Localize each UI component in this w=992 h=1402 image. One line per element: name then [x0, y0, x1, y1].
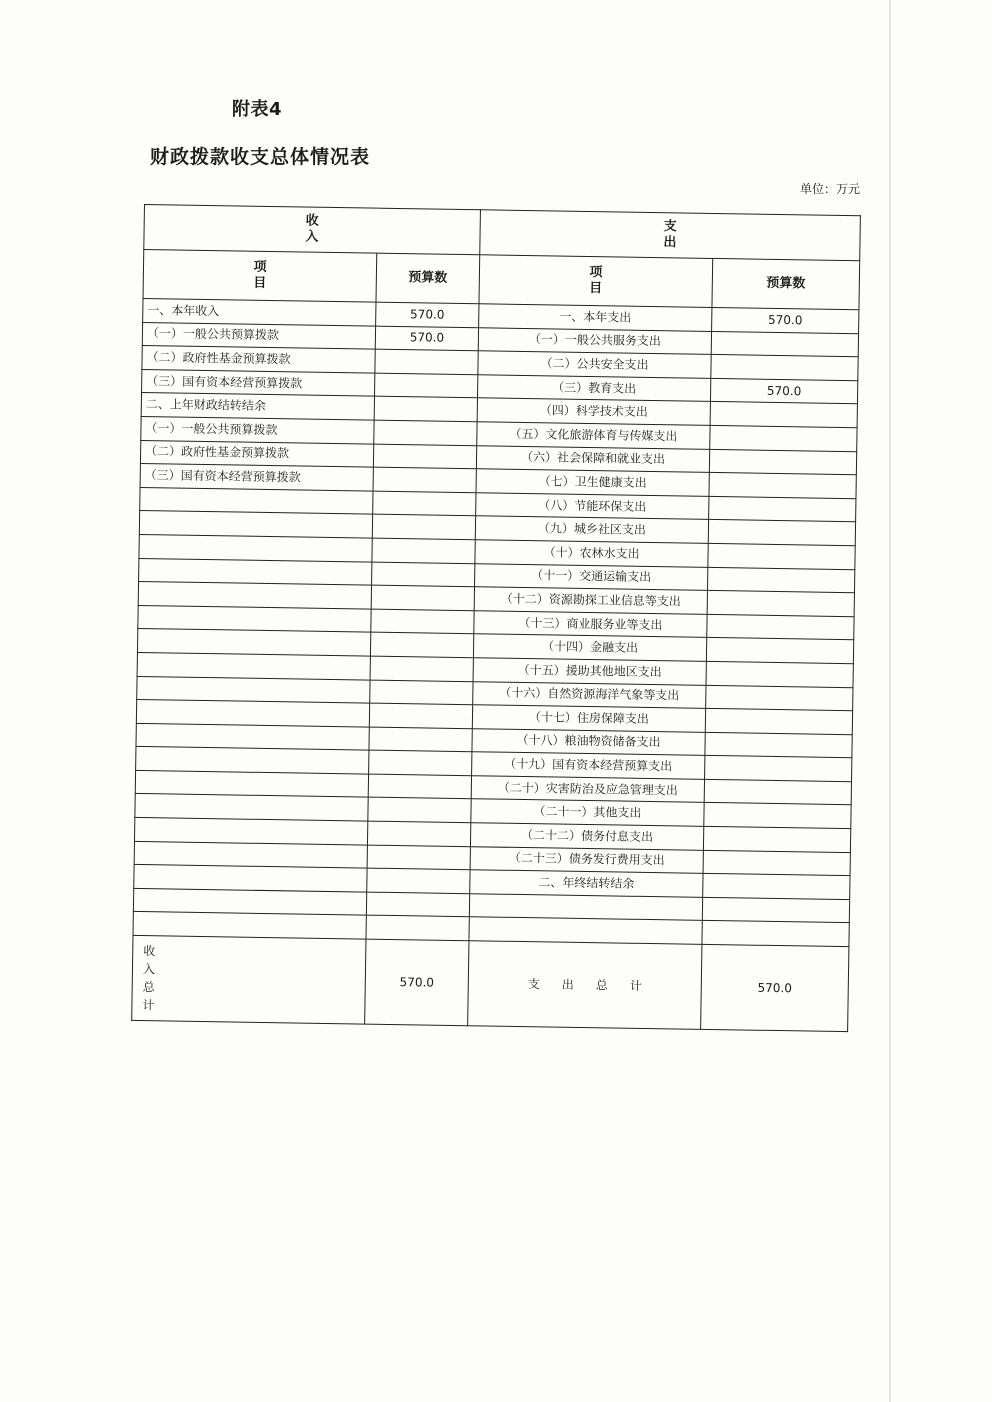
income-value-cell	[372, 514, 475, 539]
expense-value-cell	[707, 567, 854, 593]
expense-item-cell: （六）社会保障和就业支出	[476, 445, 709, 472]
income-value-cell	[369, 727, 472, 752]
income-value-cell	[367, 845, 470, 870]
expense-value-cell: 570.0	[710, 378, 857, 404]
expense-value-cell	[706, 685, 853, 711]
income-total-label: 收入总计	[132, 935, 366, 1024]
income-value-cell	[366, 892, 469, 917]
budget-table	[131, 204, 861, 1032]
expense-value-cell	[709, 473, 856, 499]
income-value-cell	[373, 491, 476, 516]
income-item-cell: （一）一般公共预算拨款	[142, 322, 375, 349]
expense-value-cell	[702, 921, 849, 947]
attachment-label: 附表4	[232, 99, 283, 120]
income-value-cell: 570.0	[375, 326, 478, 351]
page-title: 财政拨款收支总体情况表	[150, 146, 371, 168]
income-value-cell	[373, 467, 476, 492]
expense-value-cell	[706, 661, 853, 687]
expense-header: 支出	[480, 210, 861, 261]
expense-value-cell	[711, 331, 858, 357]
expense-item-cell: （二）公共安全支出	[478, 351, 711, 378]
expense-item-cell: （一）一般公共服务支出	[478, 327, 711, 354]
budget-sheet	[132, 204, 860, 1013]
income-header: 收入	[144, 205, 481, 255]
expense-item-cell: （二十一）其他支出	[471, 799, 704, 826]
income-value-cell	[370, 632, 473, 657]
expense-item-cell: （十六）自然资源海洋气象等支出	[473, 681, 706, 708]
expense-item-cell: （五）文化旅游体育与传媒支出	[477, 422, 710, 449]
expense-value-cell	[702, 897, 849, 923]
income-item-cell: （三）国有资本经营预算拨款	[142, 369, 375, 396]
expense-value-cell	[710, 402, 857, 428]
expense-item-cell: （十二）资源勘探工业信息等支出	[474, 587, 707, 614]
income-item-cell: （一）一般公共预算拨款	[141, 416, 374, 443]
income-value-cell	[372, 538, 475, 563]
expense-total-label: 支出总计	[468, 941, 702, 1030]
income-item-cell: （二）政府性基金预算拨款	[142, 346, 375, 373]
expense-item-cell: （二十二）债务付息支出	[470, 823, 703, 850]
expense-value-cell	[703, 874, 850, 900]
expense-value-cell	[705, 708, 852, 734]
expense-item-cell: （二十）灾害防治及应急管理支出	[471, 776, 704, 803]
expense-item-cell: （十八）粮油物资储备支出	[472, 728, 705, 755]
unit-label: 单位：万元	[799, 182, 860, 196]
expense-value-cell	[708, 520, 855, 546]
income-value-cell	[368, 774, 471, 799]
expense-item-cell: （二十三）债务发行费用支出	[470, 846, 703, 873]
expense-value-cell	[709, 496, 856, 522]
income-value-cell	[374, 397, 477, 422]
income-value-cell	[374, 420, 477, 445]
income-item-cell: （二）政府性基金预算拨款	[140, 440, 373, 467]
expense-value-cell	[704, 779, 851, 805]
income-value-cell	[372, 562, 475, 587]
expense-value-cell	[705, 756, 852, 782]
expense-value-cell	[706, 638, 853, 664]
expense-item-cell: （十三）商业服务业等支出	[474, 610, 707, 637]
income-value-cell	[371, 585, 474, 610]
expense-value-cell	[703, 826, 850, 852]
income-value-cell	[370, 656, 473, 681]
expense-value-cell	[708, 543, 855, 569]
income-item-cell: （三）国有资本经营预算拨款	[140, 464, 373, 491]
expense-total-value: 570.0	[701, 944, 849, 1031]
expense-item-cell: （七）卫生健康支出	[476, 469, 709, 496]
income-budget-header: 预算数	[376, 253, 480, 304]
expense-value-cell	[709, 449, 856, 475]
income-value-cell	[366, 916, 469, 941]
income-total-value: 570.0	[365, 939, 469, 1026]
income-value-cell	[368, 798, 471, 823]
expense-value-cell	[710, 425, 857, 451]
expense-value-cell	[703, 850, 850, 876]
expense-item-cell: 一、本年支出	[479, 304, 712, 331]
income-value-cell	[367, 868, 470, 893]
expense-value-cell	[707, 591, 854, 617]
income-item-header: 项目	[143, 250, 377, 303]
income-item-cell: 一、本年收入	[143, 298, 376, 325]
expense-budget-header: 预算数	[712, 258, 860, 309]
total-row	[132, 935, 849, 1031]
income-item-cell: 二、上年财政结转结余	[141, 393, 374, 420]
expense-item-cell: （十七）住房保障支出	[472, 705, 705, 732]
income-value-cell: 570.0	[376, 302, 479, 327]
expense-item-cell: 二、年终结转结余	[470, 870, 703, 897]
income-value-cell	[375, 373, 478, 398]
expense-item-cell: （十一）交通运输支出	[475, 563, 708, 590]
expense-value-cell	[704, 803, 851, 829]
income-value-cell	[369, 703, 472, 728]
expense-value-cell: 570.0	[712, 307, 859, 333]
expense-item-cell: （十四）金融支出	[473, 634, 706, 661]
income-value-cell	[375, 349, 478, 374]
expense-value-cell	[711, 355, 858, 381]
expense-item-cell: （三）教育支出	[477, 375, 710, 402]
income-value-cell	[370, 680, 473, 705]
income-value-cell	[371, 609, 474, 634]
expense-item-cell: （十）农林水支出	[475, 540, 708, 567]
expense-item-cell: （十五）援助其他地区支出	[473, 658, 706, 685]
income-value-cell	[369, 750, 472, 775]
expense-value-cell	[707, 614, 854, 640]
expense-item-header: 项目	[479, 255, 713, 308]
expense-value-cell	[705, 732, 852, 758]
expense-item-cell: （四）科学技术支出	[477, 398, 710, 425]
expense-item-cell: （十九）国有资本经营预算支出	[472, 752, 705, 779]
income-value-cell	[367, 821, 470, 846]
expense-item-cell: （九）城乡社区支出	[475, 516, 708, 543]
page-edge-line	[889, 0, 891, 1402]
income-value-cell	[373, 444, 476, 469]
expense-item-cell: （八）节能环保支出	[476, 493, 709, 520]
